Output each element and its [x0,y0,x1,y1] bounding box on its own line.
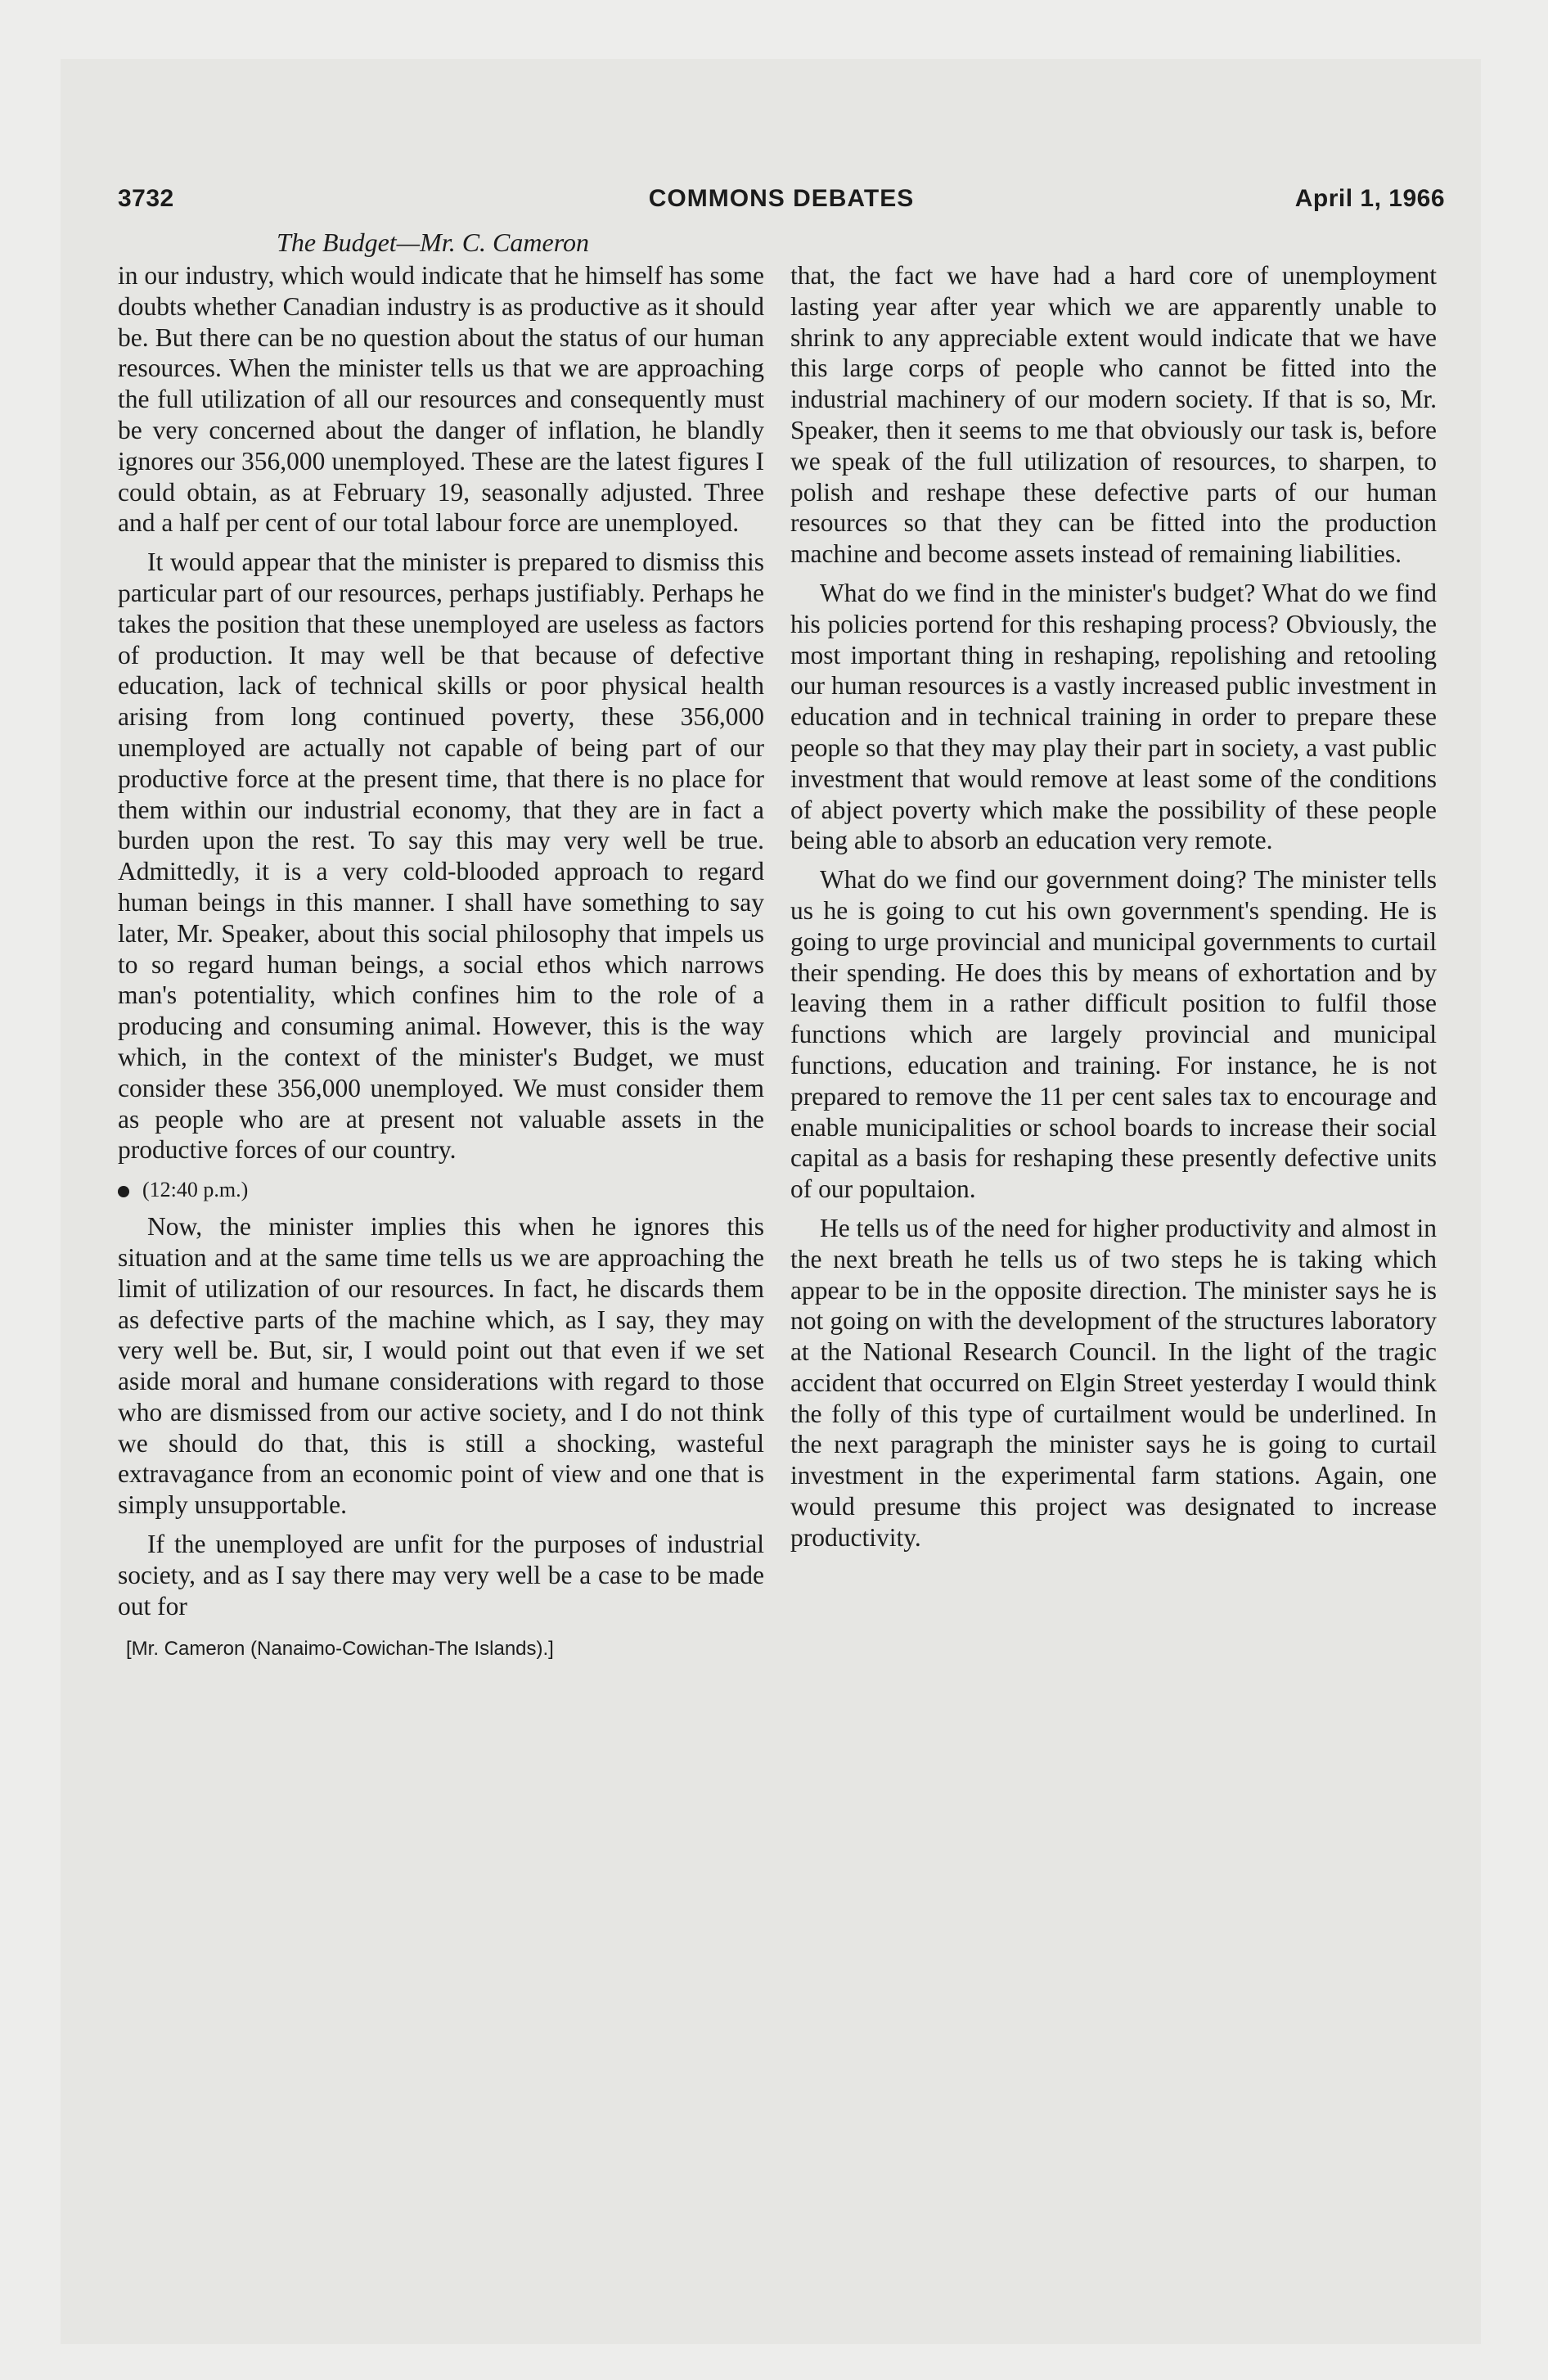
bullet-icon [118,1186,129,1197]
time-stamp [118,1174,764,1206]
paragraph: If the unemployed are unfit for the purposes of industrial society, and as I say there may very well be a case to be made out for [118,1530,764,1620]
paragraph: He tells us of the need for higher productivity and almost in the next breath he tells us of two steps he is taking which appear to be in the opposite direction. The minister says he is not going on with the development of the structures laboratory at the National Research Council. In the light of the tragic accident that occurred on Elgin Street yesterday I would think the folly of this type of curtailment would be underlined. In the next paragraph the minister says he is going to curtail investment in the experimental farm stations. Again, one would presume this project was designated to increase productivity. [790,1213,1437,1552]
right-column [790,260,1437,1562]
running-subheader: The Budget—Mr. C. Cameron [277,228,589,257]
left-column [118,260,764,1664]
paragraph: What do we find our government doing? The minister tells us he is going to cut his own government's spending. He is going to urge provincial and municipal governments to curtail their spending. He does this by means of exhortation and by leaving them in a rather difficult position to fulfil those functions which are largely provincial and municipal functions, education and training. For instance, he is not prepared to remove the 11 per cent sales tax to encourage and enable municipalities or school boards to increase their social capital as a basis for reshaping these presently defective units of our popultaion. [790,865,1437,1204]
time-stamp-text: (12:40 p.m.) [142,1178,249,1202]
page-header [118,185,1445,221]
paragraph: in our industry, which would indicate that he himself has some doubts whether Canadian industry is as productive as it should be. But there can be no question about the status of our human resources. When the minister tells us that we are approaching the full utilization of all our resources and consequently must be very concerned about the danger of inflation, he blandly ignores our 356,000 unemployed. These are the latest figures I could obtain, as at February 19, seasonally adjusted. Three and a half per cent of our total labour force are unemployed. [118,261,764,538]
paragraph: What do we find in the minister's budget? What do we find his policies portend for this reshaping process? Obviously, the most important thing in reshaping, repolishing and retooling our human resources is a vastly increased public investment in education and in technical training in order to prepare these people so that they may play their part in society, a vast public investment that would remove at least some of the conditions of abject poverty which make the possibility of these people being able to absorb an education very remote. [790,578,1437,855]
paragraph: that, the fact we have had a hard core of unemployment lasting year after year which we are apparently unable to shrink to any appreciable extent would indicate that we have this large corps of people who cannot be fitted into the industrial machinery of our modern society. If that is so, Mr. Speaker, then it seems to me that obviously our task is, before we speak of the full utilization of resources, to sharpen, to polish and reshape these defective parts of our human resources so that they can be fitted into the production machine and become assets instead of remaining liabilities. [790,261,1437,569]
issue-date: April 1, 1966 [1294,185,1445,212]
publication-title: COMMONS DEBATES [648,185,915,212]
speaker-attribution: [Mr. Cameron (Nanaimo-Cowichan-The Islands).] [126,1638,554,1661]
paragraph: Now, the minister implies this when he ignores this situation and at the same time tells us we are approaching the limit of utilization of our resources. In fact, he discards them as defective parts of the machine which, as I say, they may very well be. But, sir, I would point out that even if we set aside moral and humane considerations with regard to those who are dismissed from our active society, and I do not think we should do that, this is still a shocking, wasteful extravagance from an economic point of view and one that is simply unsupportable. [118,1212,764,1520]
page-number: 3732 [118,185,174,212]
paragraph: It would appear that the minister is prepared to dismiss this particular part of our resources, perhaps justifiably. Perhaps he takes the position that these unemployed are useless as factors of production. It may well be that because of defective education, lack of technical skills or poor physical health arising from long continued poverty, these 356,000 unemployed are actually not capable of being part of our productive force at the present time, that there is no place for them within our industrial economy, that they are in fact a burden upon the rest. To say this may very well be true. Admittedly, it is a very cold-blooded approach to regard human beings in this manner. I shall have something to say later, Mr. Speaker, about this social philosophy that impels us to so regard human beings, a social ethos which narrows man's potentiality, which confines him to the role of a producing and consuming animal. However, this is the way which, in the context of the minister's Budget, we must consider these 356,000 unemployed. We must consider them as people who are at present not valuable assets in the productive forces of our country. [118,548,764,1165]
